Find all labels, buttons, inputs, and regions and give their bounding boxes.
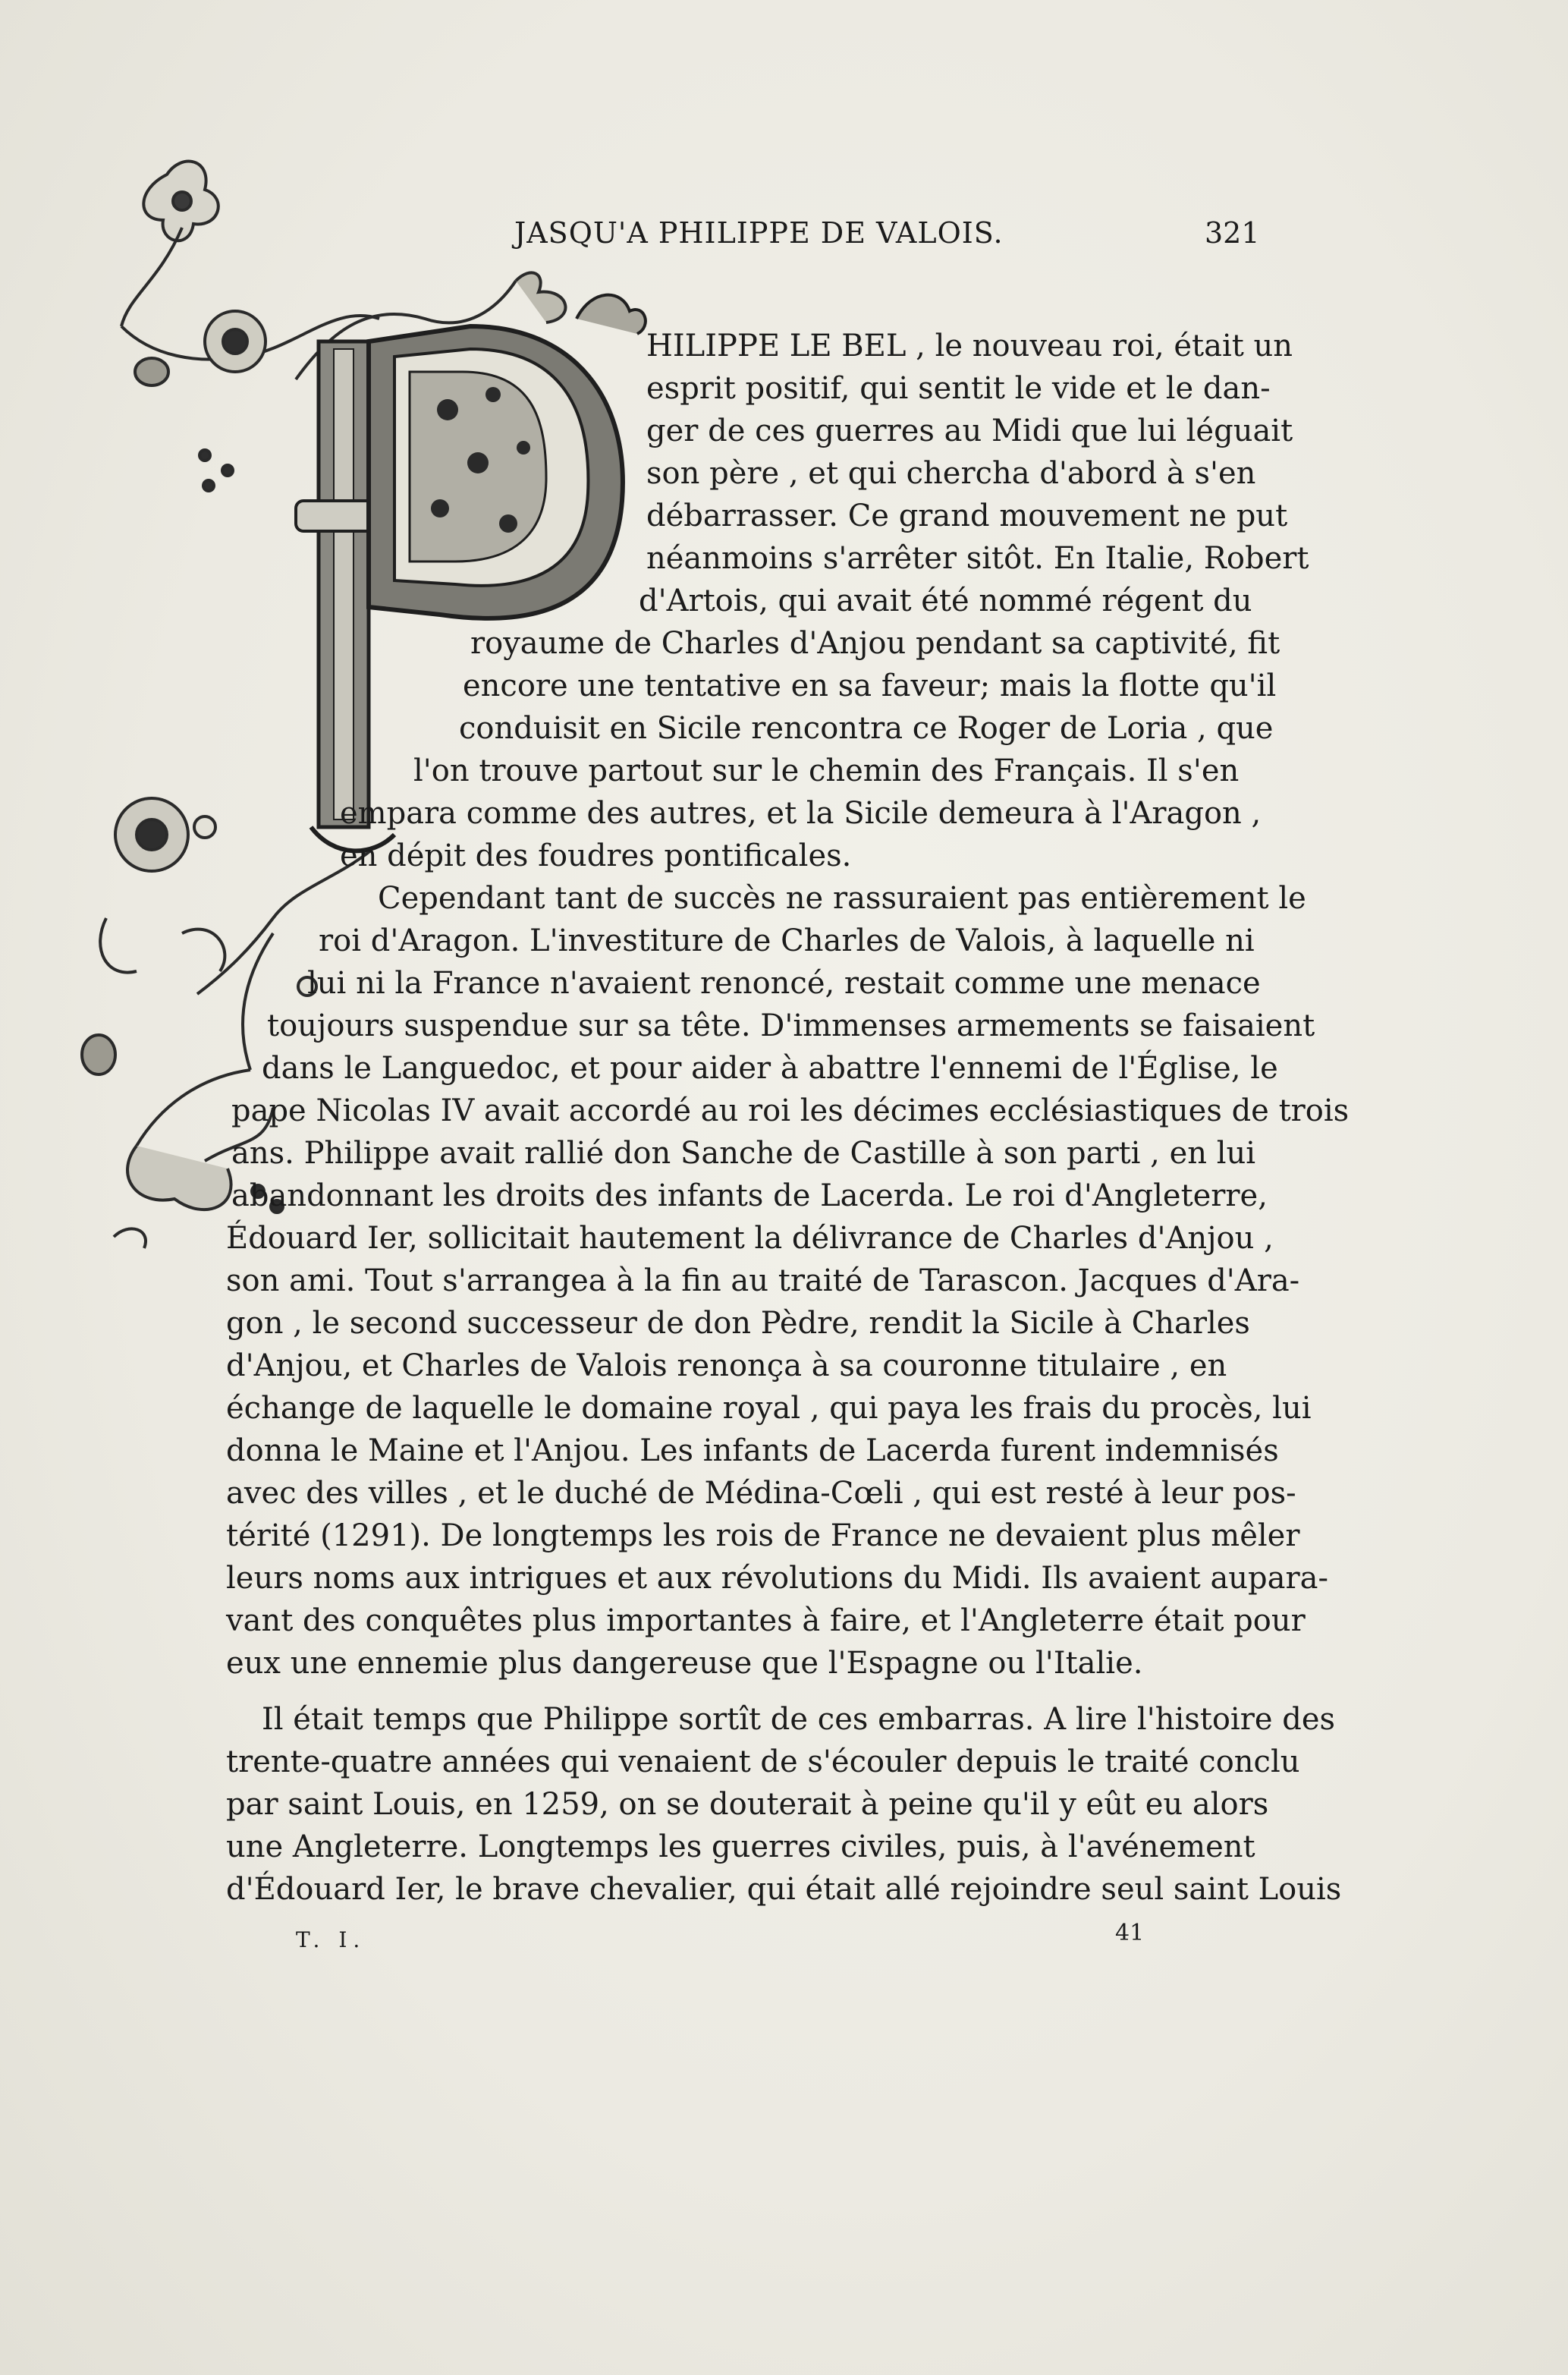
text-line: débarrasser. Ce grand mouvement ne put (646, 499, 1288, 533)
text-line: Il était temps que Philippe sortît de ces embarras. A lire l'histoire des (262, 1702, 1336, 1737)
text-line: ans. Philippe avait rallié don Sanche de Castille à son parti , en lui (231, 1136, 1256, 1171)
text-line: esprit positif, qui sentit le vide et le dan- (646, 371, 1271, 406)
text-line: abandonnant les droits des infants de Lacerda. Le roi d'Angleterre, (231, 1178, 1268, 1213)
text-line: pape Nicolas IV avait accordé au roi les décimes ecclésiastiques de trois (231, 1093, 1350, 1128)
text-line: encore une tentative en sa faveur; mais la flotte qu'il (463, 668, 1277, 703)
text-line: gon , le second successeur de don Pèdre, rendit la Sicile à Charles (226, 1306, 1250, 1341)
text-line: son père , et qui chercha d'abord à s'en (646, 456, 1256, 491)
text-line: d'Anjou, et Charles de Valois renonça à sa couronne titulaire , en (226, 1348, 1227, 1383)
running-title: JASQU'A PHILIPPE DE VALOIS. (514, 216, 1004, 250)
text-line: Cependant tant de succès ne rassuraient pas entièrement le (378, 881, 1306, 916)
text-line: l'on trouve partout sur le chemin des Français. Il s'en (413, 753, 1240, 788)
text-line: donna le Maine et l'Anjou. Les infants de Lacerda furent indemnisés (226, 1433, 1279, 1468)
text-line: son ami. Tout s'arrangea à la fin au traité de Tarascon. Jacques d'Ara- (226, 1263, 1300, 1298)
text-line: leurs noms aux intrigues et aux révolutions du Midi. Ils avaient aupara- (226, 1561, 1328, 1596)
signature-mark: T. I. (296, 1927, 366, 1952)
text-line: roi d'Aragon. L'investiture de Charles de Valois, à laquelle ni (319, 923, 1255, 958)
text-line: lui ni la France n'avaient renoncé, restait comme une menace (307, 966, 1261, 1001)
text-line: toujours suspendue sur sa tête. D'immenses armements se faisaient (267, 1008, 1315, 1043)
text-line: empara comme des autres, et la Sicile demeura à l'Aragon , (340, 796, 1262, 831)
text-line: royaume de Charles d'Anjou pendant sa captivité, fit (470, 626, 1280, 661)
text-line: Édouard Ier, sollicitait hautement la délivrance de Charles d'Anjou , (226, 1221, 1274, 1256)
text-line: avec des villes , et le duché de Médina-Cœli , qui est resté à leur pos- (226, 1476, 1296, 1511)
text-line: HILIPPE LE BEL , le nouveau roi, était un (646, 329, 1293, 363)
text-line: par saint Louis, en 1259, on se douterait à peine qu'il y eût eu alors (226, 1787, 1269, 1822)
text-line: eux une ennemie plus dangereuse que l'Espagne ou l'Italie. (226, 1646, 1143, 1681)
text-line: ger de ces guerres au Midi que lui léguait (646, 414, 1293, 448)
signature-number: 41 (1115, 1920, 1145, 1946)
text-line: trente-quatre années qui venaient de s'écouler depuis le traité conclu (226, 1744, 1300, 1779)
text-line: térité (1291). De longtemps les rois de France ne devaient plus mêler (226, 1518, 1300, 1553)
text-line: d'Édouard Ier, le brave chevalier, qui était allé rejoindre seul saint Louis (226, 1872, 1342, 1907)
text-line: dans le Languedoc, et pour aider à abattre l'ennemi de l'Église, le (262, 1051, 1278, 1086)
text-line: en dépit des foudres pontificales. (340, 838, 852, 873)
text-line: d'Artois, qui avait été nommé régent du (639, 584, 1252, 618)
text-line: néanmoins s'arrêter sitôt. En Italie, Robert (646, 541, 1309, 576)
text-line: conduisit en Sicile rencontra ce Roger de Loria , que (459, 711, 1274, 746)
text-line: vant des conquêtes plus importantes à faire, et l'Angleterre était pour (226, 1603, 1306, 1638)
text-line: une Angleterre. Longtemps les guerres civiles, puis, à l'avénement (226, 1829, 1255, 1864)
text-line: échange de laquelle le domaine royal , qui paya les frais du procès, lui (226, 1391, 1312, 1426)
page-number: 321 (1205, 216, 1260, 250)
